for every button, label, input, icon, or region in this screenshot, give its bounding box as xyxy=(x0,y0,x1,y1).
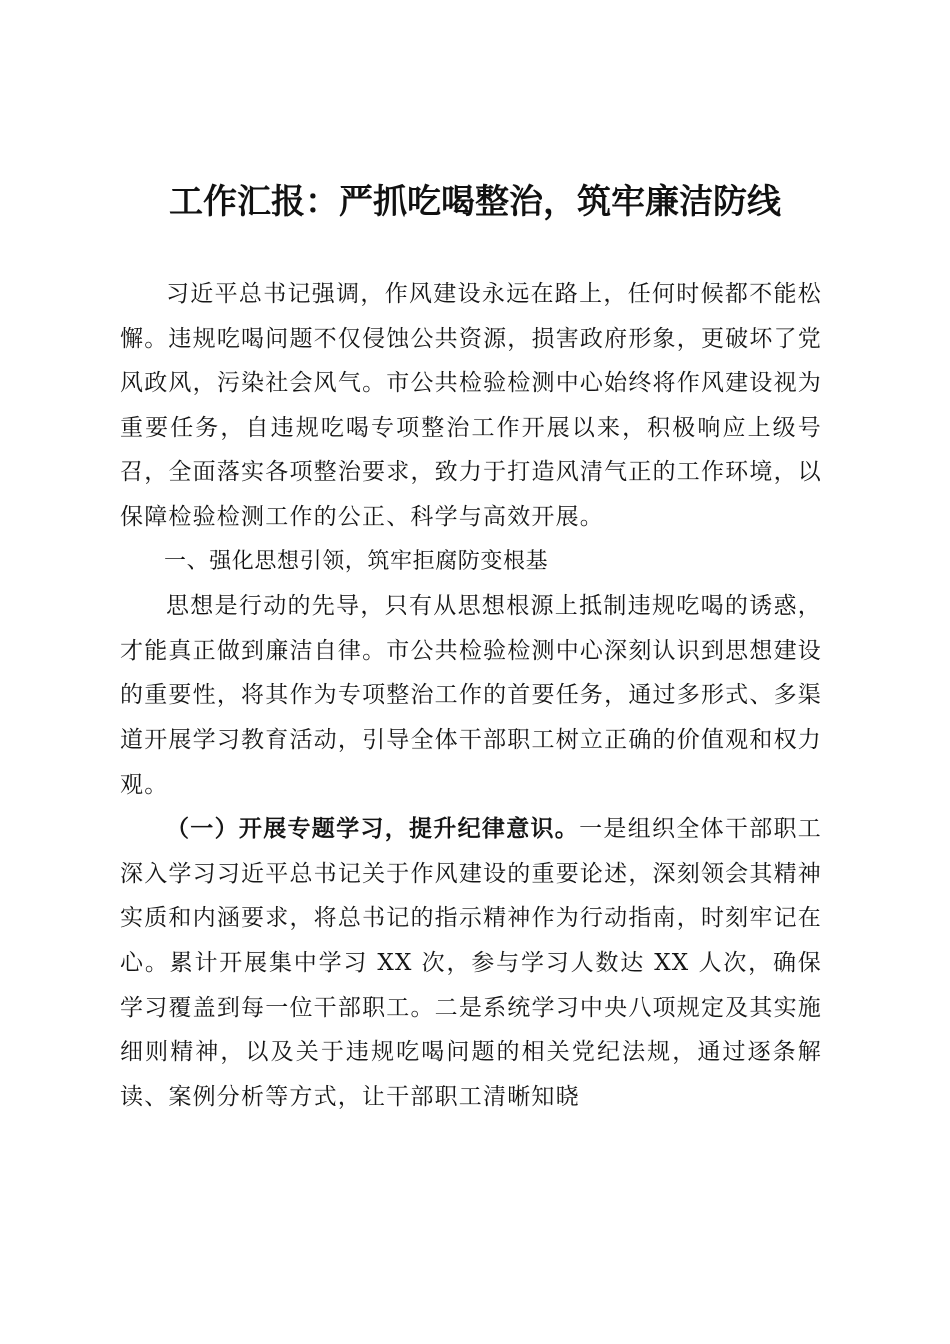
document-title: 工作汇报：严抓吃喝整治，筑牢廉洁防线 xyxy=(169,182,781,222)
subsection-paragraph xyxy=(120,807,822,1119)
intro-paragraph: 习近平总书记强调，作风建设永远在路上，任何时候都不能松懈。违规吃喝问题不仅侵蚀公共资源，损害政府形象，更破坏了党风政风，污染社会风气。市公共检验检测中心始终将作风建设视为重要任务，自违规吃喝专项整治工作开展以来，积极响应上级号召，全面落实各项整治要求，致力于打造风清气正的工作环境，以保障检验检测工作的公正、科学与高效开展。 xyxy=(120,281,822,530)
section-paragraph: 思想是行动的先导，只有从思想根源上抵制违规吃喝的诱惑，才能真正做到廉洁自律。市公共检验检测中心深刻认识到思想建设的重要性，将其作为专项整治工作的首要任务，通过多形式、多渠道开展学习教育活动，引导全体干部职工树立正确的价值观和权力观。 xyxy=(120,593,822,798)
section-heading: 一、强化思想引领，筑牢拒腐防变根基 xyxy=(164,548,549,574)
subsection-lead: （一）开展专题学习，提升纪律意识。 xyxy=(166,815,580,843)
document-body xyxy=(120,272,822,1119)
subsection-text: 一是组织全体干部职工深入学习习近平总书记关于作风建设的重要论述，深刻领会其精神实质和内涵要求，将总书记的指示精神作为行动指南，时刻牢记在心。累计开展集中学习 XX 次，参与学习人数达 XX 人次，确保学习覆盖到每一位干部职工。二是系统学习中央八项规定及其实施细则精神，以及关于违规吃喝问题的相关党纪法规，通过逐条解读、案例分析等方式，让干部职工清晰知晓 xyxy=(120,816,823,1110)
